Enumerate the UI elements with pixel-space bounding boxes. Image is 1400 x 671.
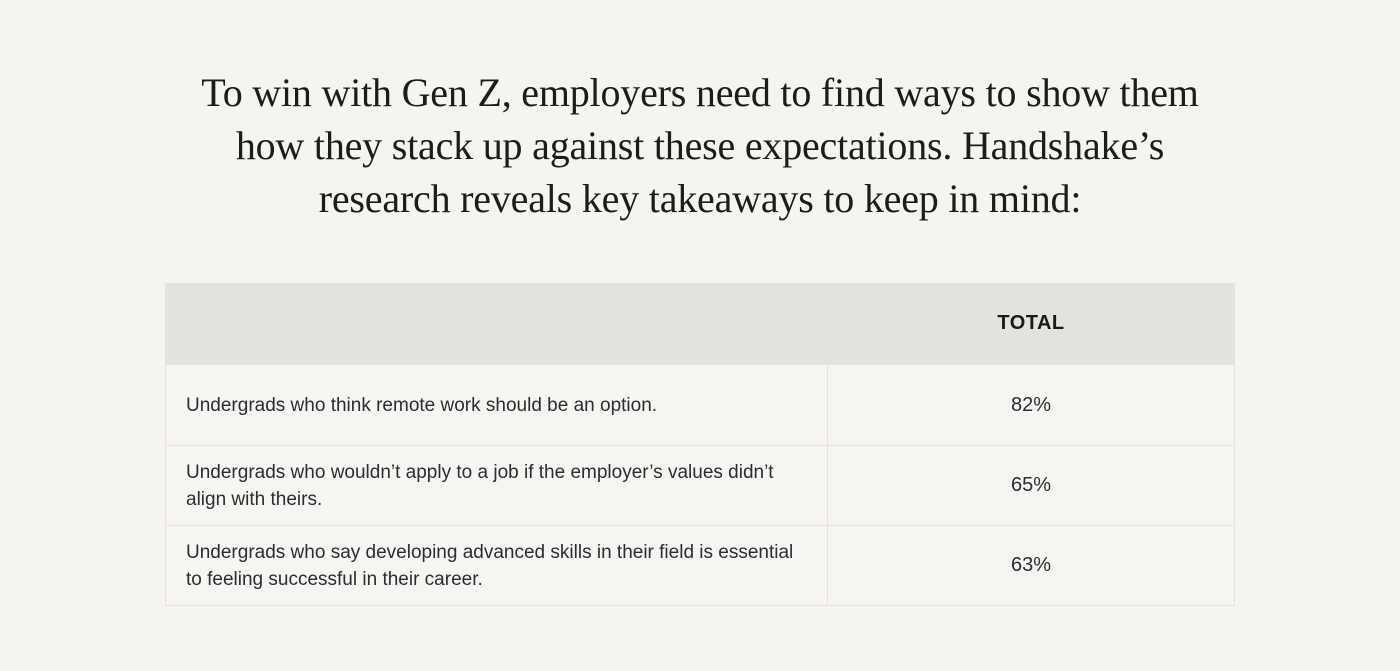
table-header-row bbox=[165, 283, 1235, 364]
row-label-remote-work: Undergrads who think remote work should be an option. bbox=[186, 394, 658, 416]
row-value-advanced-skills: 63% bbox=[827, 526, 1234, 605]
table-row bbox=[166, 525, 1234, 605]
row-label-employer-values: Undergrads who wouldn’t apply to a job if the employer’s values didn’t align with theirs. bbox=[186, 461, 774, 510]
page-title-line-1: To win with Gen Z, employers need to find ways to show them bbox=[201, 70, 1199, 115]
table-body bbox=[165, 364, 1235, 606]
table-header-total-cell: TOTAL bbox=[997, 312, 1065, 334]
page-title-line-2: how they stack up against these expectations. Handshake’s bbox=[235, 123, 1165, 168]
page-title-line-3: research reveals key takeaways to keep in mind: bbox=[318, 176, 1082, 221]
page-title bbox=[0, 66, 1400, 225]
row-value-employer-values: 65% bbox=[827, 446, 1234, 525]
stats-table bbox=[165, 283, 1235, 606]
row-label-advanced-skills: Undergrads who say developing advanced skills in their field is essential to feeling successful in their career. bbox=[186, 541, 794, 590]
row-value-remote-work: 82% bbox=[827, 365, 1234, 445]
table-header-blank-cell bbox=[165, 283, 827, 364]
table-row bbox=[166, 365, 1234, 445]
table-row bbox=[166, 445, 1234, 525]
